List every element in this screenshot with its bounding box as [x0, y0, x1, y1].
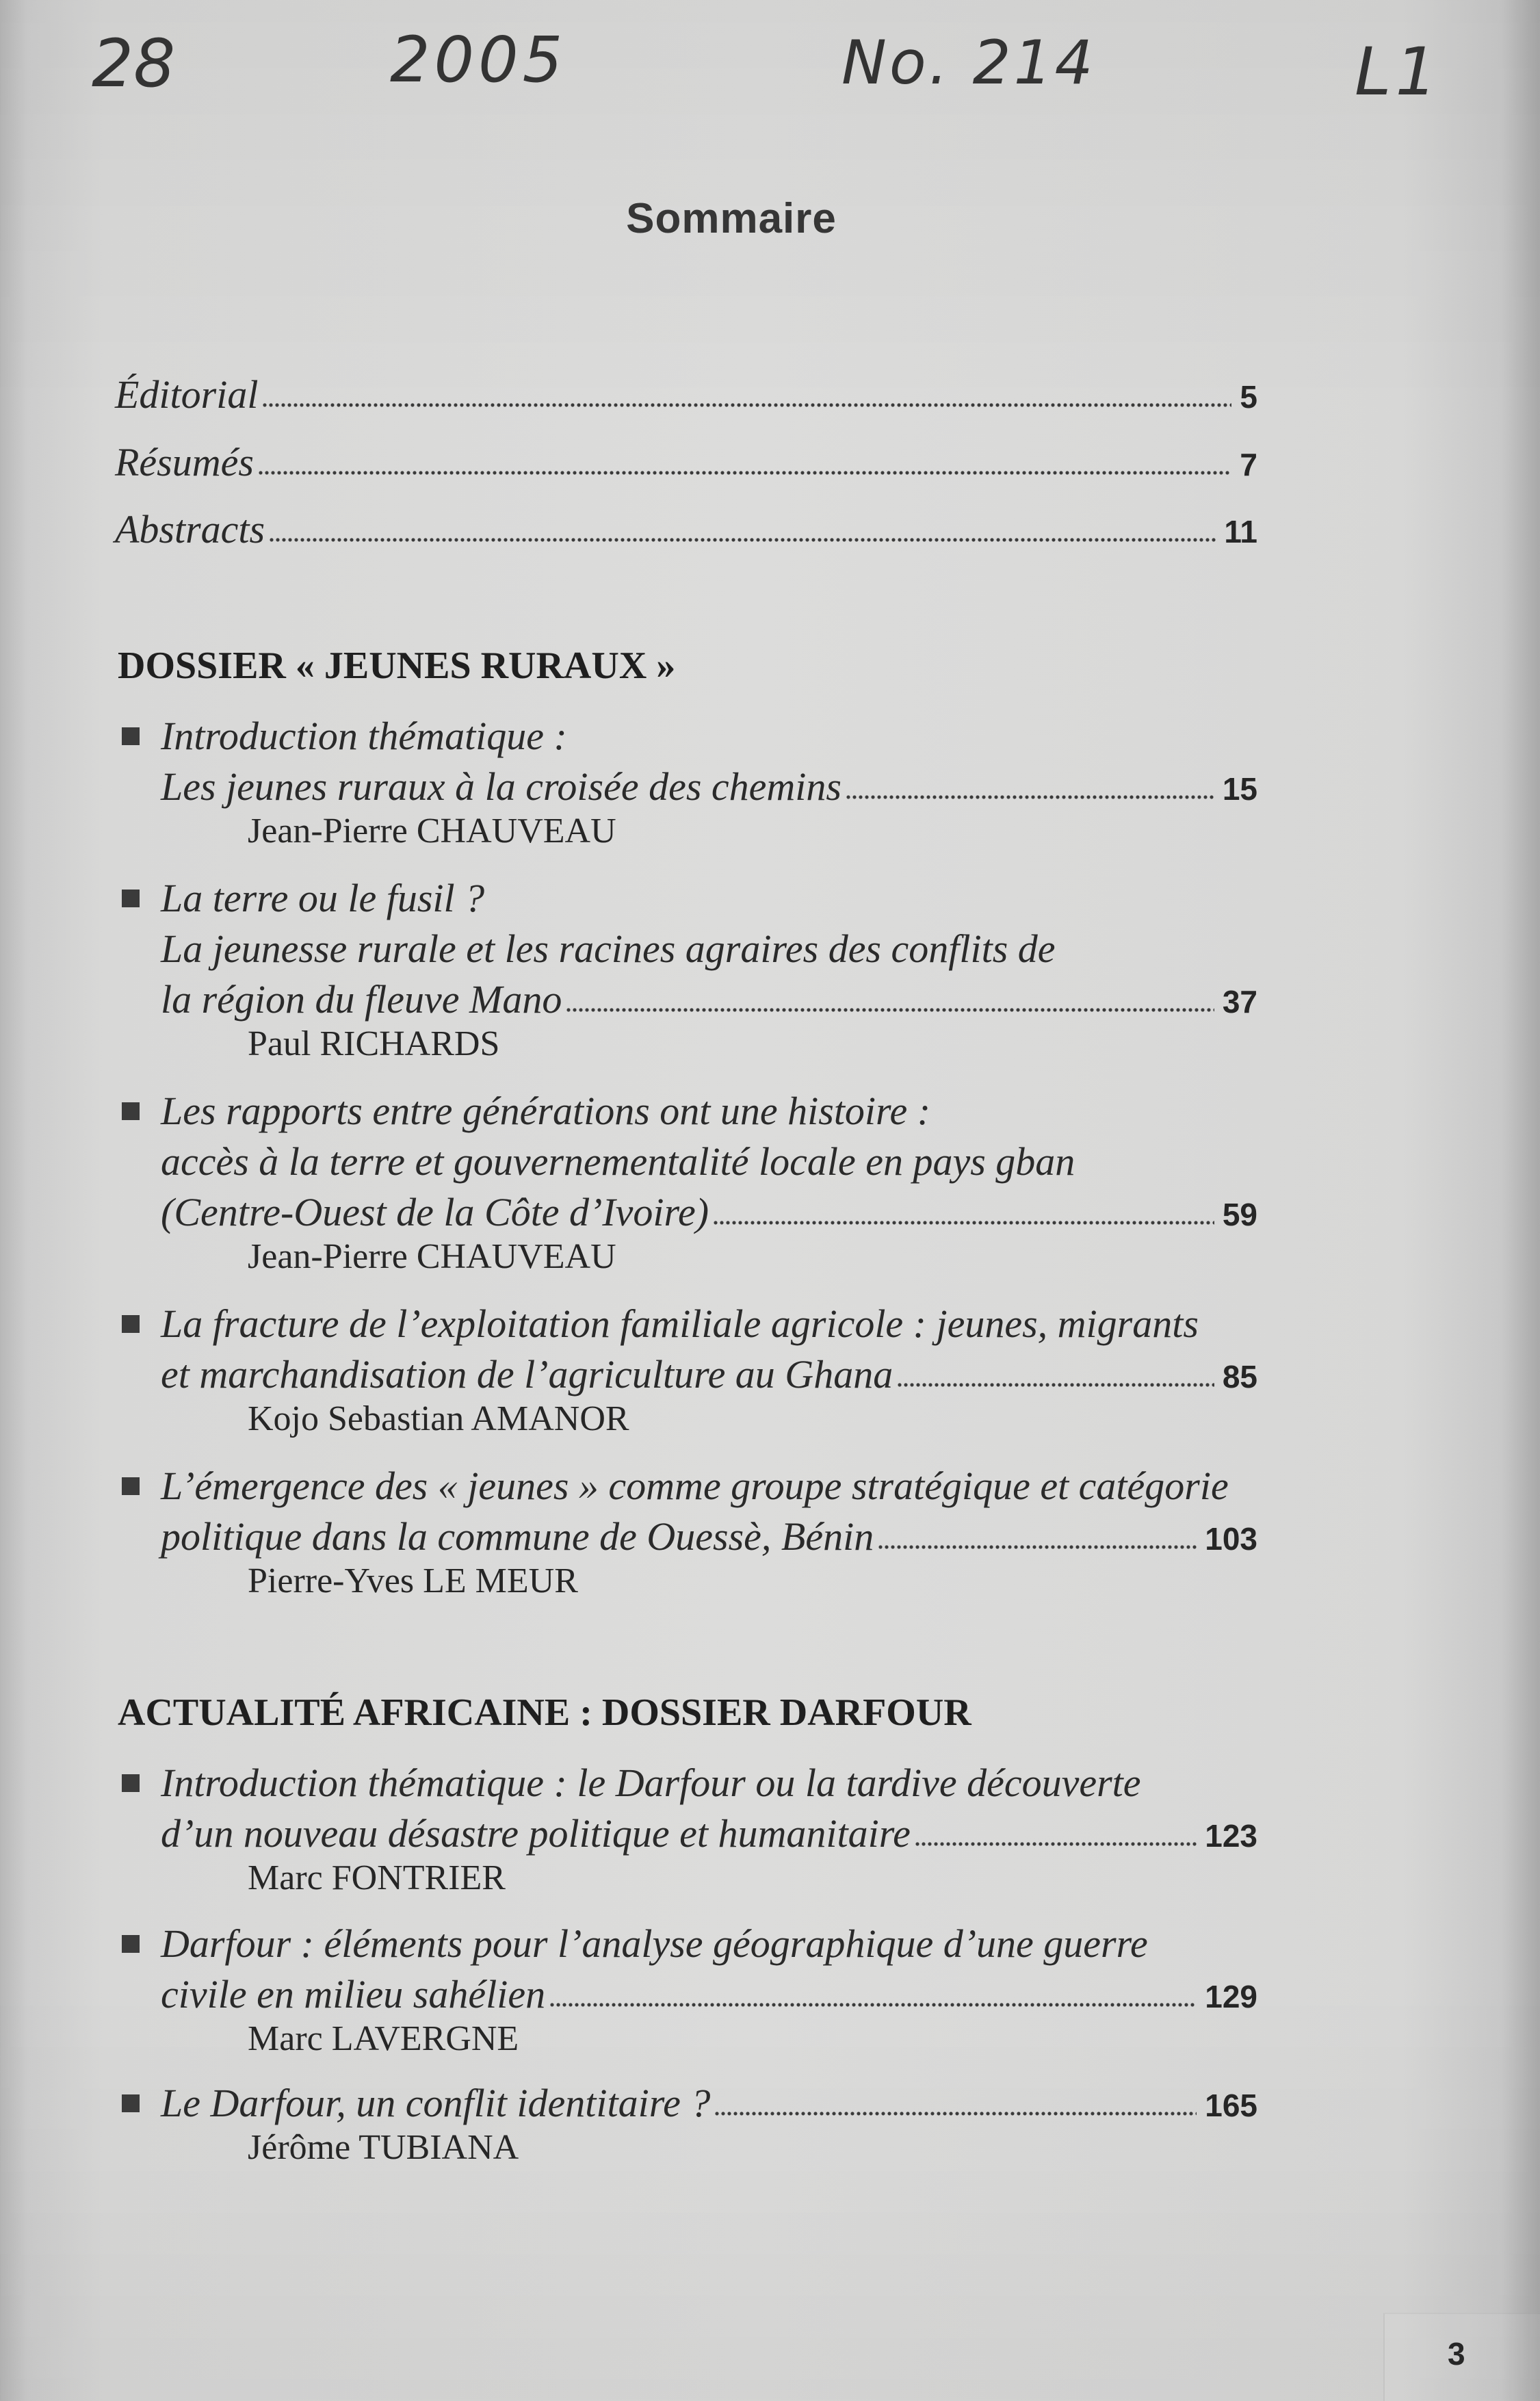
entry-title-last-line	[161, 2078, 1257, 2129]
page-ref: 5	[1240, 379, 1257, 415]
entry-title-line: accès à la terre et gouvernementalité locale en pays gban	[161, 1139, 1075, 1184]
entry-title-text: Le Darfour, un conflit identitaire ?	[161, 2081, 711, 2125]
entry-author: Pierre-Yves LE MEUR	[248, 1561, 578, 1600]
entry-title-line: Introduction thématique :	[161, 714, 567, 758]
entry-title-text: politique dans la commune de Ouessè, Bénin	[161, 1514, 874, 1559]
dot-leader	[846, 794, 1214, 800]
toc-front-matter-row	[115, 437, 1257, 488]
entry-title-line: La jeunesse rurale et les racines agraires des conflits de	[161, 926, 1056, 971]
page-ref: 15	[1222, 771, 1257, 807]
page-ref: 129	[1205, 1979, 1257, 2014]
toc-entry	[161, 873, 1257, 1063]
entry-title-last-line	[161, 1969, 1257, 2020]
square-bullet-icon	[122, 2094, 140, 2112]
entry-title-last-line	[161, 974, 1257, 1025]
dot-leader	[878, 1544, 1197, 1550]
page-ref: 103	[1205, 1521, 1257, 1557]
square-bullet-icon	[122, 1774, 140, 1792]
square-bullet-icon	[122, 1315, 140, 1333]
entry-author: Jean-Pierre CHAUVEAU	[248, 812, 616, 851]
toc-entry	[161, 2078, 1257, 2167]
entry-title-last-line	[161, 1349, 1257, 1400]
handwritten-year: 2005	[390, 23, 567, 96]
entry-title-line: L’émergence des « jeunes » comme groupe stratégique et catégorie	[161, 1464, 1229, 1508]
section-heading: ACTUALITÉ AFRICAINE : DOSSIER DARFOUR	[118, 1691, 971, 1734]
entry-author: Jérôme TUBIANA	[248, 2128, 519, 2167]
entry-title-line: La fracture de l’exploitation familiale agricole : jeunes, migrants	[161, 1301, 1199, 1346]
page-ref: 85	[1222, 1359, 1257, 1394]
entry-title-text: (Centre-Ouest de la Côte d’Ivoire)	[161, 1190, 709, 1234]
toc-entry	[161, 1919, 1257, 2058]
toc-entry	[161, 1086, 1257, 1276]
entry-author: Jean-Pierre CHAUVEAU	[248, 1237, 616, 1276]
section-heading: DOSSIER « JEUNES RURAUX »	[118, 645, 676, 687]
entry-title-text: civile en milieu sahélien	[161, 1972, 546, 2016]
page-ref: 123	[1205, 1818, 1257, 1854]
toc-entry-title: Abstracts	[115, 507, 265, 551]
entry-title-last-line	[161, 1511, 1257, 1562]
toc-entry	[161, 711, 1257, 851]
entry-title-line: Darfour : éléments pour l’analyse géographique d’une guerre	[161, 1921, 1148, 1966]
entry-title-text: d’un nouveau désastre politique et humanitaire	[161, 1811, 911, 1856]
page-ref: 11	[1224, 514, 1257, 549]
entry-title-last-line	[161, 1808, 1257, 1859]
page-ref: 37	[1222, 984, 1257, 1020]
entry-title-text: la région du fleuve Mano	[161, 977, 562, 1022]
toc-entry	[161, 1758, 1257, 1897]
entry-title-line: Introduction thématique : le Darfour ou la tardive découverte	[161, 1761, 1141, 1805]
toc-front-matter-row	[115, 369, 1257, 420]
dot-leader	[269, 537, 1216, 543]
entry-title-line: Les rapports entre générations ont une histoire :	[161, 1089, 931, 1133]
toc-front-matter-row	[115, 504, 1257, 555]
dot-leader	[897, 1382, 1214, 1388]
dot-leader	[262, 402, 1231, 408]
square-bullet-icon	[122, 727, 140, 745]
square-bullet-icon	[122, 890, 140, 907]
page-number: 3	[1448, 2336, 1465, 2372]
toc-entry-title: Éditorial	[115, 372, 259, 417]
page-ref: 165	[1205, 2088, 1257, 2123]
entry-title-text: et marchandisation de l’agriculture au Ghana	[161, 1352, 893, 1397]
page-title: Sommaire	[626, 195, 837, 242]
page-ref: 59	[1222, 1197, 1257, 1232]
handwritten-issue: No. 214	[841, 27, 1096, 98]
dot-leader	[549, 2002, 1197, 2008]
toc-entry	[161, 1461, 1257, 1600]
square-bullet-icon	[122, 1477, 140, 1495]
dot-leader	[258, 470, 1231, 476]
dot-leader	[566, 1007, 1214, 1013]
toc-entry	[161, 1299, 1257, 1438]
entry-author: Kojo Sebastian AMANOR	[248, 1399, 629, 1438]
entry-title-last-line	[161, 1187, 1257, 1238]
square-bullet-icon	[122, 1102, 140, 1120]
entry-author: Marc FONTRIER	[248, 1858, 506, 1897]
square-bullet-icon	[122, 1935, 140, 1953]
page-ref: 7	[1240, 447, 1257, 482]
handwritten-code: L1	[1355, 34, 1441, 110]
entry-author: Paul RICHARDS	[248, 1024, 500, 1063]
handwritten-number: 28	[92, 25, 176, 102]
entry-author: Marc LAVERGNE	[248, 2019, 519, 2058]
entry-title-last-line	[161, 762, 1257, 812]
dot-leader	[915, 1841, 1197, 1847]
dot-leader	[714, 2111, 1197, 2116]
entry-title-text: Les jeunes ruraux à la croisée des chemins	[161, 764, 841, 809]
entry-title-line: La terre ou le fusil ?	[161, 876, 485, 920]
toc-entry-title: Résumés	[115, 440, 254, 484]
dot-leader	[713, 1220, 1214, 1225]
